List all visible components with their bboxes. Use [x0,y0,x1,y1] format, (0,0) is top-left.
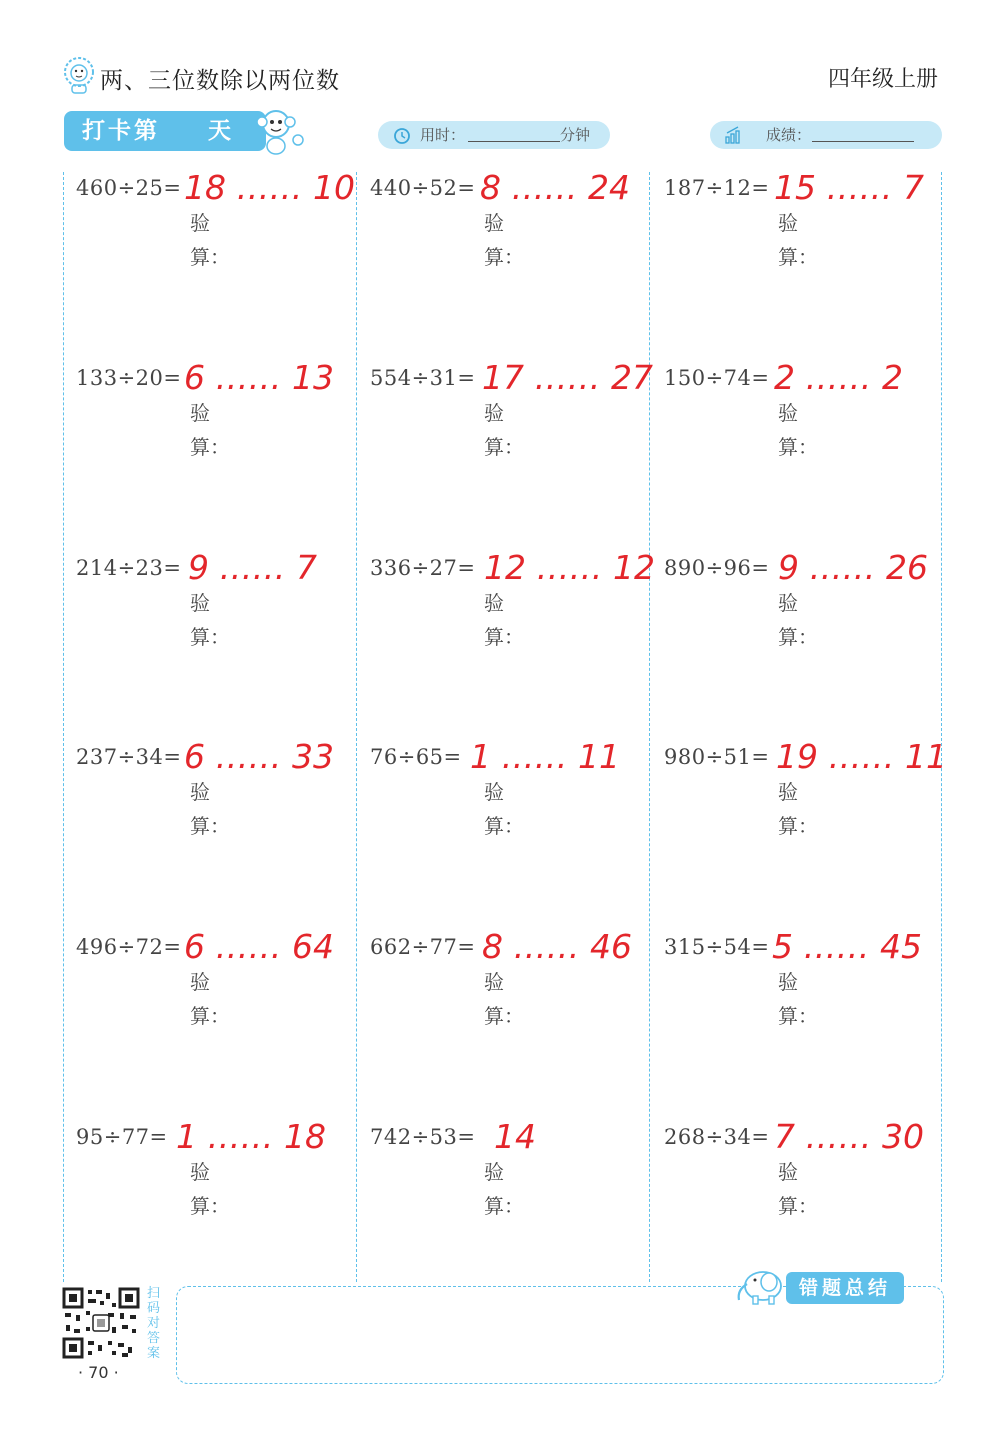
problem-expression: 336÷27= [370,556,476,580]
monkey-mascot-icon [252,104,308,156]
problem-expression: 133÷20= [76,366,182,390]
check-label: 验 算： [484,780,524,838]
problem-item [370,927,650,1045]
handwritten-answer: 7 …… 30 [774,1117,924,1156]
score-input-line[interactable] [812,141,914,142]
check-label: 验 算： [190,1160,230,1218]
problem-expression: 662÷77= [370,935,476,959]
column-divider [649,172,650,1282]
check-label: 验 算： [484,401,524,459]
checkin-banner [64,111,266,151]
problem-expression: 460÷25= [76,176,182,200]
handwritten-answer: 19 …… 11 [776,737,947,776]
handwritten-answer: 9 …… 7 [188,548,317,587]
check-label: 验 算： [484,211,524,269]
problem-item [664,168,944,286]
alarm-clock-icon [392,125,412,145]
handwritten-answer: 6 …… 13 [184,358,334,397]
problem-expression: 95÷77= [76,1125,168,1149]
score-label: 成绩： [766,126,812,144]
check-label: 验 算： [778,591,818,649]
score-field [710,121,942,149]
time-field [378,121,610,149]
check-label: 验 算： [778,780,818,838]
handwritten-answer: 9 …… 26 [778,548,928,587]
time-input-line[interactable] [468,141,560,142]
handwritten-answer: 8 …… 46 [482,927,632,966]
section-title: 两、三位数除以两位数 [100,68,340,94]
column-divider [941,172,942,1282]
handwritten-answer: 5 …… 45 [772,927,922,966]
problem-item [664,548,944,666]
grade-label: 四年级上册 [827,67,938,92]
handwritten-answer: 12 …… 12 [484,548,655,587]
check-label: 验 算： [484,591,524,649]
problem-expression: 554÷31= [370,366,476,390]
check-label: 验 算： [778,401,818,459]
problem-item [664,358,944,476]
problem-item [76,358,356,476]
problem-expression: 76÷65= [370,745,462,769]
problem-item [664,737,947,855]
handwritten-answer: 8 …… 24 [480,168,630,207]
column-divider [356,172,357,1282]
page-number: · 70 · [78,1363,119,1382]
handwritten-answer: 2 …… 2 [774,358,903,397]
problem-expression: 496÷72= [76,935,182,959]
handwritten-answer: 6 …… 64 [184,927,334,966]
check-label: 验 算： [484,1160,524,1218]
check-label: 验 算： [484,970,524,1028]
check-label: 验 算： [778,211,818,269]
check-label: 验 算： [190,211,230,269]
problem-item [76,168,356,286]
handwritten-answer: 1 …… 18 [176,1117,326,1156]
handwritten-answer: 17 …… 27 [482,358,653,397]
handwritten-answer: 18 …… 10 [184,168,355,207]
problem-expression: 237÷34= [76,745,182,769]
problem-expression: 150÷74= [664,366,770,390]
column-divider [63,172,64,1282]
time-unit: 分钟 [560,126,591,144]
checkin-prefix: 打卡第 [82,118,160,144]
problem-expression: 890÷96= [664,556,770,580]
time-label: 用时： [420,126,466,144]
handwritten-answer: 15 …… 7 [774,168,924,207]
problem-expression: 980÷51= [664,745,770,769]
handwritten-answer: 6 …… 33 [184,737,334,776]
handwritten-answer: 1 …… 11 [470,737,620,776]
problem-expression: 315÷54= [664,935,770,959]
problem-item [664,927,944,1045]
check-label: 验 算： [778,970,818,1028]
problem-expression: 214÷23= [76,556,182,580]
check-label: 验 算： [190,401,230,459]
check-label: 验 算： [190,970,230,1028]
problem-expression: 440÷52= [370,176,476,200]
problem-expression: 742÷53= [370,1125,476,1149]
lion-mascot-icon [62,56,96,94]
qr-code-icon[interactable] [62,1287,140,1359]
problem-item [76,1117,356,1235]
mistake-summary-tag: 错题总结 [786,1272,904,1304]
problem-item [664,1117,944,1235]
scan-for-answers-label: 扫码对答案 [147,1286,161,1361]
problem-item [76,548,356,666]
problem-item [370,737,650,855]
handwritten-answer: 14 [494,1117,536,1156]
problem-expression: 268÷34= [664,1125,770,1149]
problem-item [76,927,356,1045]
problem-item [370,168,650,286]
problem-expression: 187÷12= [664,176,770,200]
problem-item [370,548,655,666]
checkin-suffix: 天 [208,118,234,144]
check-label: 验 算： [190,780,230,838]
problem-item [76,737,356,855]
problem-item [370,358,653,476]
bar-chart-icon [724,125,744,145]
check-label: 验 算： [190,591,230,649]
elephant-mascot-icon [733,1264,787,1306]
problem-item [370,1117,650,1235]
check-label: 验 算： [778,1160,818,1218]
